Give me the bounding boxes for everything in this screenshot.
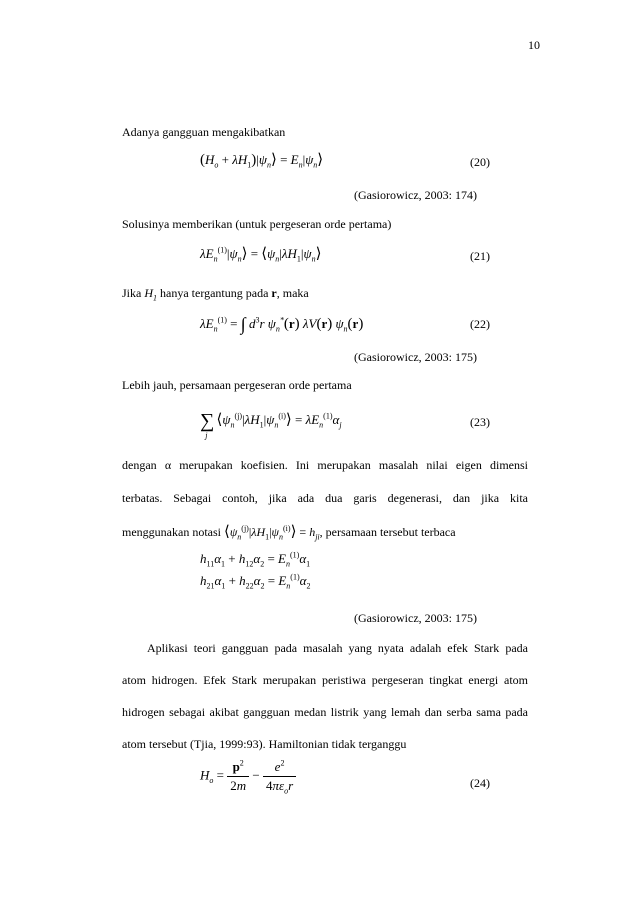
para2-line1: Aplikasi teori gangguan pada masalah yang nyata adalah efek Stark pada <box>147 641 528 655</box>
para2-line4: atom tersebut (Tjia, 1999:93). Hamiltonian tidak terganggu <box>122 737 407 751</box>
equation-20-number: (20) <box>470 155 490 169</box>
notation-expression: $⟨\psi_n^{(j)}|\lambda H_1|\psi_n^{(i)}⟩ = h_{ji}$ <box>223 524 320 542</box>
para1-line3-prefix: menggunakan notasi <box>122 525 221 539</box>
equation-system-row2: $h_{21}\alpha_1 + h_{22}\alpha_2 = E_n^{(1)}\alpha_2$ <box>200 572 311 591</box>
equation-22-number: (22) <box>470 317 490 331</box>
para1-line1: dengan α merupakan koefisien. Ini merupakan masalah nilai eigen dimensi <box>122 458 528 472</box>
depends-line <box>122 286 309 303</box>
citation-eq20: (Gasiorowicz, 2003: 174) <box>354 188 477 202</box>
intro-line: Adanya gangguan mengakibatkan <box>122 125 286 139</box>
page-number: 10 <box>528 38 540 52</box>
depends-prefix: Jika <box>122 286 145 300</box>
equation-24: $H_o$ = $\frac{p^2}{2m}$ − $\frac{e^2}{4\pi\varepsilon_or}$ <box>200 759 296 794</box>
citation-eqsys: (Gasiorowicz, 2003: 175) <box>354 611 477 625</box>
para1-line3 <box>122 523 456 541</box>
para2-line2: atom hidrogen. Efek Stark merupakan peristiwa pergeseran tingkat energi atom <box>122 673 528 687</box>
equation-24-number: (24) <box>470 776 490 790</box>
depends-mid: hanya tergantung pada <box>157 286 272 300</box>
para1-line3-suffix: , persamaan tersebut terbaca <box>319 525 456 539</box>
equation-22: $\lambda E_n^{(1)}$ = ∫ $d^3r$ $\psi_n^*(r)$ λV(r) $\psi_n(r)$ <box>200 314 364 334</box>
equation-23: $\sum_j⟨\psi_n^{(j)}|\lambda H_1|\psi_n^{(i)}⟩ = \lambda E_n^{(1)}\alpha_j$ <box>200 410 342 440</box>
equation-21: $\lambda E_n^{(1)}|\psi_n⟩$ = $⟨\psi_n|\lambda H_1|\psi_n⟩$ <box>200 245 322 264</box>
depends-suffix: , maka <box>276 286 309 300</box>
citation-eq22: (Gasiorowicz, 2003: 175) <box>354 350 477 364</box>
depends-bold: r <box>271 286 277 300</box>
depends-var: H <box>144 286 154 300</box>
equation-21-number: (21) <box>470 249 490 263</box>
para2-line3: hidrogen sebagai akibat gangguan medan listrik yang lemah dan serba sama pada <box>122 705 528 719</box>
equation-23-number: (23) <box>470 415 490 429</box>
equation-system-row1: $h_{11}\alpha_1 + h_{12}\alpha_2 = E_n^{(1)}\alpha_1$ <box>200 550 311 569</box>
further-line: Lebih jauh, persamaan pergeseran orde pertama <box>122 378 352 392</box>
solution-line: Solusinya memberikan (untuk pergeseran orde pertama) <box>122 217 392 231</box>
para1-line2: terbatas. Sebagai contoh, jika ada dua garis degenerasi, dan jika kita <box>122 491 528 505</box>
depends-var-sub: 1 <box>153 293 158 303</box>
equation-20: ($H_o$ + $\lambda H_1)|\psi_n⟩$ = $E_n|\psi_n⟩$ <box>200 152 324 170</box>
